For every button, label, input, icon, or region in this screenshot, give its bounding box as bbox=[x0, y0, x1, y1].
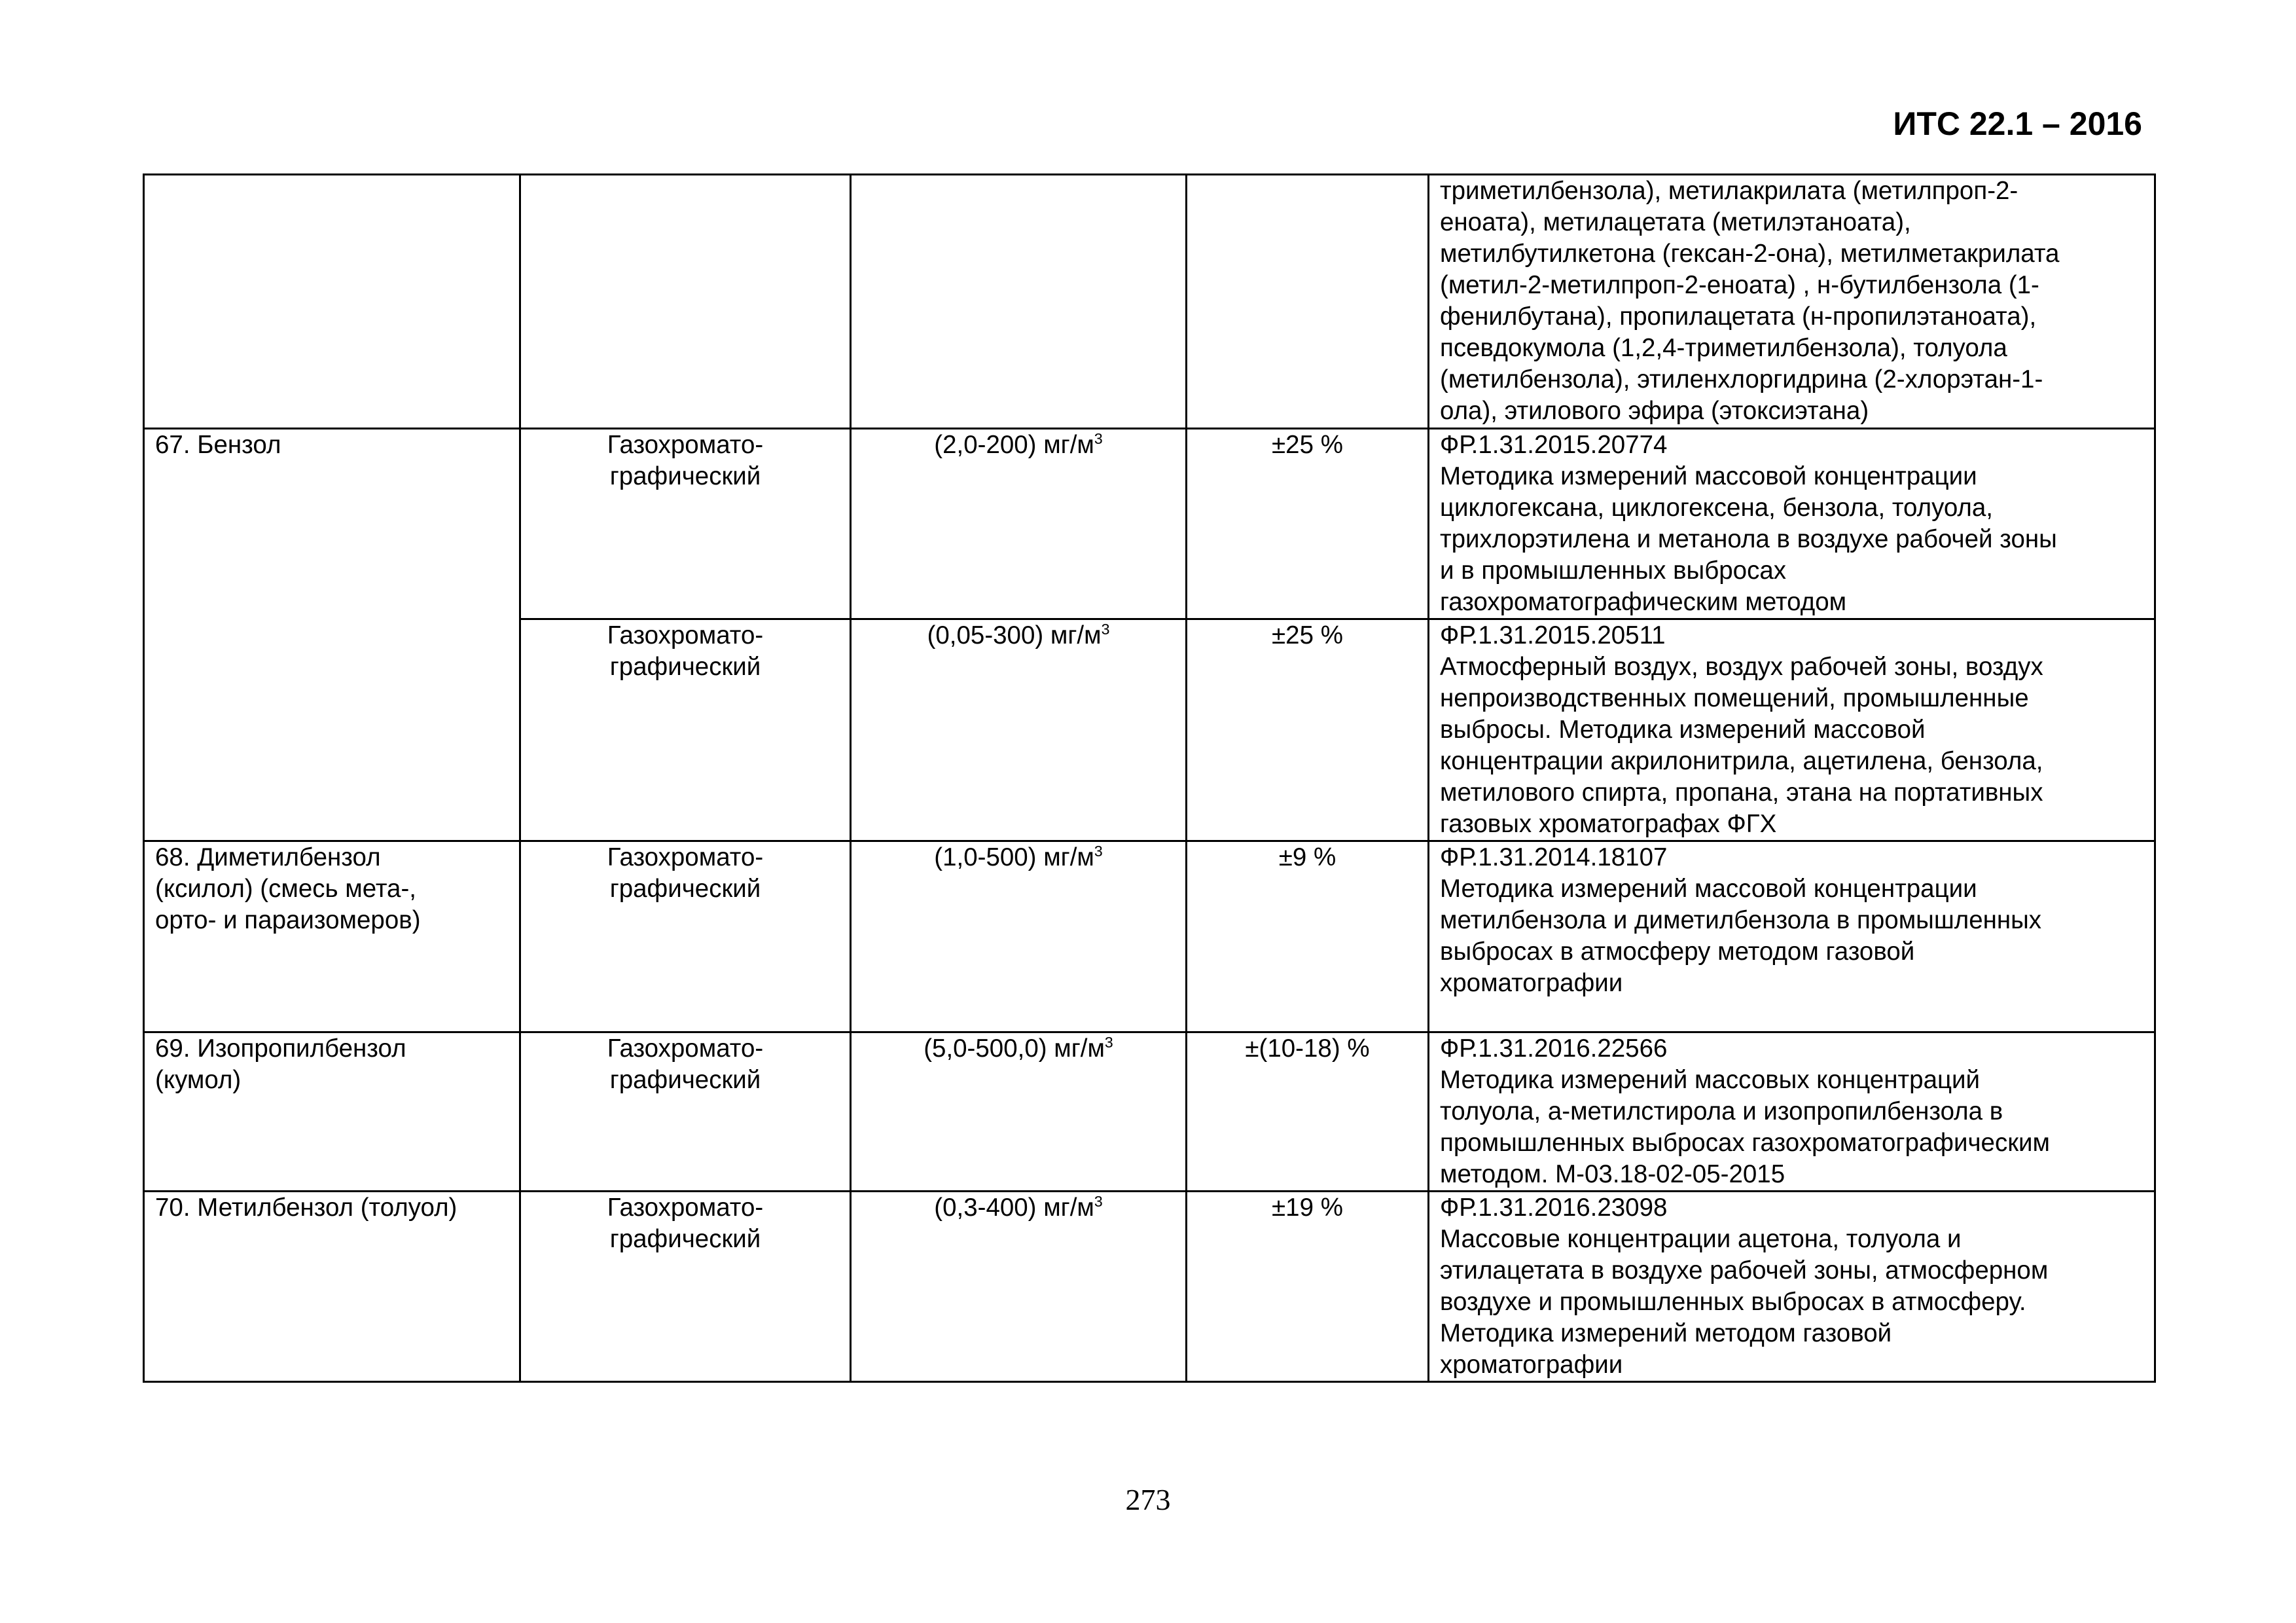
document-line: промышленных выбросах газохроматографическим bbox=[1440, 1129, 2051, 1157]
method-line: Газохромато- bbox=[607, 1034, 764, 1063]
range-value: (2,0-200) мг/м bbox=[934, 431, 1094, 459]
document-line: Методика измерений массовой концентрации bbox=[1440, 462, 1977, 490]
measurement-methods-table bbox=[143, 173, 2156, 1383]
range-value: (0,05-300) мг/м bbox=[927, 621, 1102, 649]
document-line: Методика измерений методом газовой bbox=[1440, 1319, 1892, 1347]
error-cell bbox=[1187, 1192, 1429, 1382]
document-cell bbox=[1429, 1192, 2155, 1382]
error-value: ±25 % bbox=[1272, 621, 1343, 649]
method-line: графический bbox=[609, 653, 761, 681]
method-cell bbox=[520, 841, 851, 1032]
method-line: графический bbox=[609, 1066, 761, 1094]
method-line: графический bbox=[609, 1225, 761, 1253]
error-value: ±9 % bbox=[1278, 843, 1336, 871]
error-value: ±(10-18) % bbox=[1245, 1034, 1370, 1063]
document-cell bbox=[1429, 429, 2155, 619]
substance-cell bbox=[144, 1192, 520, 1382]
range-cell bbox=[851, 841, 1187, 1032]
document-line: метилового спирта, пропана, этана на портативных bbox=[1440, 778, 2043, 807]
method-cell bbox=[520, 1192, 851, 1382]
range-unit-exponent: 3 bbox=[1094, 1193, 1103, 1211]
document-line: ФР.1.31.2014.18107 bbox=[1440, 843, 1668, 871]
substance-cell bbox=[144, 175, 520, 429]
document-line: выбросах в атмосферу методом газовой bbox=[1440, 938, 1915, 966]
document-line: непроизводственных помещений, промышленные bbox=[1440, 684, 2029, 712]
method-line: Газохромато- bbox=[607, 621, 764, 649]
range-unit-exponent: 3 bbox=[1104, 1034, 1113, 1051]
document-line: Атмосферный воздух, воздух рабочей зоны, воздух bbox=[1440, 653, 2043, 681]
document-line: (метил-2-метилпроп-2-еноата) , н-бутилбензола (1- bbox=[1440, 271, 2039, 299]
substance-name: 67. Бензол bbox=[155, 431, 281, 459]
document-line: ФР.1.31.2016.22566 bbox=[1440, 1034, 1668, 1063]
document-line: толуола, а-метилстирола и изопропилбензола в bbox=[1440, 1097, 2003, 1125]
document-line: Массовые концентрации ацетона, толуола и bbox=[1440, 1225, 1962, 1253]
document-cell bbox=[1429, 1032, 2155, 1192]
range-value: (5,0-500,0) мг/м bbox=[924, 1034, 1105, 1063]
document-line: газохроматографическим методом bbox=[1440, 588, 1847, 616]
table-row bbox=[144, 1032, 2155, 1192]
document-line: и в промышленных выбросах bbox=[1440, 556, 1786, 585]
error-cell bbox=[1187, 175, 1429, 429]
range-cell bbox=[851, 175, 1187, 429]
document-line: циклогексана, циклогексена, бензола, толуола, bbox=[1440, 494, 1994, 522]
range-cell bbox=[851, 1192, 1187, 1382]
document-cell bbox=[1429, 619, 2155, 841]
error-cell bbox=[1187, 1032, 1429, 1192]
document-line: (метилбензола), этиленхлоргидрина (2-хлорэтан-1- bbox=[1440, 365, 2043, 393]
method-cell bbox=[520, 175, 851, 429]
method-line: Газохромато- bbox=[607, 843, 764, 871]
continuation-row bbox=[144, 175, 2155, 429]
method-line: графический bbox=[609, 462, 761, 490]
range-unit-exponent: 3 bbox=[1094, 430, 1103, 448]
range-unit-exponent: 3 bbox=[1094, 843, 1103, 860]
error-value: ±25 % bbox=[1272, 431, 1343, 459]
method-cell bbox=[520, 429, 851, 619]
document-line: ФР.1.31.2015.20774 bbox=[1440, 431, 1668, 459]
error-cell bbox=[1187, 429, 1429, 619]
document-line: методом. М-03.18-02-05-2015 bbox=[1440, 1160, 1785, 1188]
range-value: (1,0-500) мг/м bbox=[934, 843, 1094, 871]
document-line: воздухе и промышленных выбросах в атмосферу. bbox=[1440, 1288, 2026, 1316]
method-line: Газохромато- bbox=[607, 431, 764, 459]
method-line: Газохромато- bbox=[607, 1194, 764, 1222]
document-line: еноата), метилацетата (метилэтаноата), bbox=[1440, 208, 1911, 236]
document-line: фенилбутана), пропилацетата (н-пропилэтаноата), bbox=[1440, 302, 2037, 331]
substance-name: орто- и параизомеров) bbox=[155, 906, 421, 934]
substance-name: 68. Диметилбензол bbox=[155, 843, 381, 871]
substance-name: 70. Метилбензол (толуол) bbox=[155, 1194, 457, 1222]
error-cell bbox=[1187, 841, 1429, 1032]
table-row bbox=[144, 1192, 2155, 1382]
document-line: триметилбензола), метилакрилата (метилпроп-2- bbox=[1440, 177, 2018, 205]
range-cell bbox=[851, 1032, 1187, 1192]
document-header: ИТС 22.1 – 2016 bbox=[1893, 105, 2142, 142]
document-line: Методика измерений массовых концентраций bbox=[1440, 1066, 1981, 1094]
error-cell bbox=[1187, 619, 1429, 841]
document-cell bbox=[1429, 175, 2155, 429]
document-line: ФР.1.31.2016.23098 bbox=[1440, 1194, 1668, 1222]
method-cell bbox=[520, 619, 851, 841]
range-value: (0,3-400) мг/м bbox=[934, 1194, 1094, 1222]
document-line: метилбутилкетона (гексан-2-она), метилметакрилата bbox=[1440, 240, 2060, 268]
document-line: газовых хроматографах ФГХ bbox=[1440, 810, 1777, 838]
document-line: концентрации акрилонитрила, ацетилена, бензола, bbox=[1440, 747, 2043, 775]
document-line: хроматографии bbox=[1440, 969, 1623, 997]
method-line: графический bbox=[609, 875, 761, 903]
error-value: ±19 % bbox=[1272, 1194, 1343, 1222]
substance-cell bbox=[144, 841, 520, 1032]
table-row bbox=[144, 841, 2155, 1032]
range-unit-exponent: 3 bbox=[1101, 621, 1110, 638]
substance-name: 69. Изопропилбензол bbox=[155, 1034, 406, 1063]
document-line: Методика измерений массовой концентрации bbox=[1440, 875, 1977, 903]
substance-name: (ксилол) (смесь мета-, bbox=[155, 875, 416, 903]
document-cell bbox=[1429, 841, 2155, 1032]
range-cell bbox=[851, 429, 1187, 619]
substance-cell bbox=[144, 429, 520, 841]
substance-cell bbox=[144, 1032, 520, 1192]
document-line: этилацетата в воздухе рабочей зоны, атмосферном bbox=[1440, 1256, 2049, 1285]
document-line: ФР.1.31.2015.20511 bbox=[1440, 621, 1666, 649]
document-line: трихлорэтилена и метанола в воздухе рабочей зоны bbox=[1440, 525, 2057, 553]
substance-name: (кумол) bbox=[155, 1066, 242, 1094]
document-line: метилбензола и диметилбензола в промышленных bbox=[1440, 906, 2042, 934]
page-number: 273 bbox=[1125, 1483, 1171, 1516]
document-line: псевдокумола (1,2,4-триметилбензола), толуола bbox=[1440, 334, 2007, 362]
document-line: ола), этилового эфира (этоксиэтана) bbox=[1440, 397, 1869, 425]
document-line: выбросы. Методика измерений массовой bbox=[1440, 716, 1926, 744]
table-row bbox=[144, 429, 2155, 619]
document-line: хроматографии bbox=[1440, 1351, 1623, 1379]
method-cell bbox=[520, 1032, 851, 1192]
range-cell bbox=[851, 619, 1187, 841]
